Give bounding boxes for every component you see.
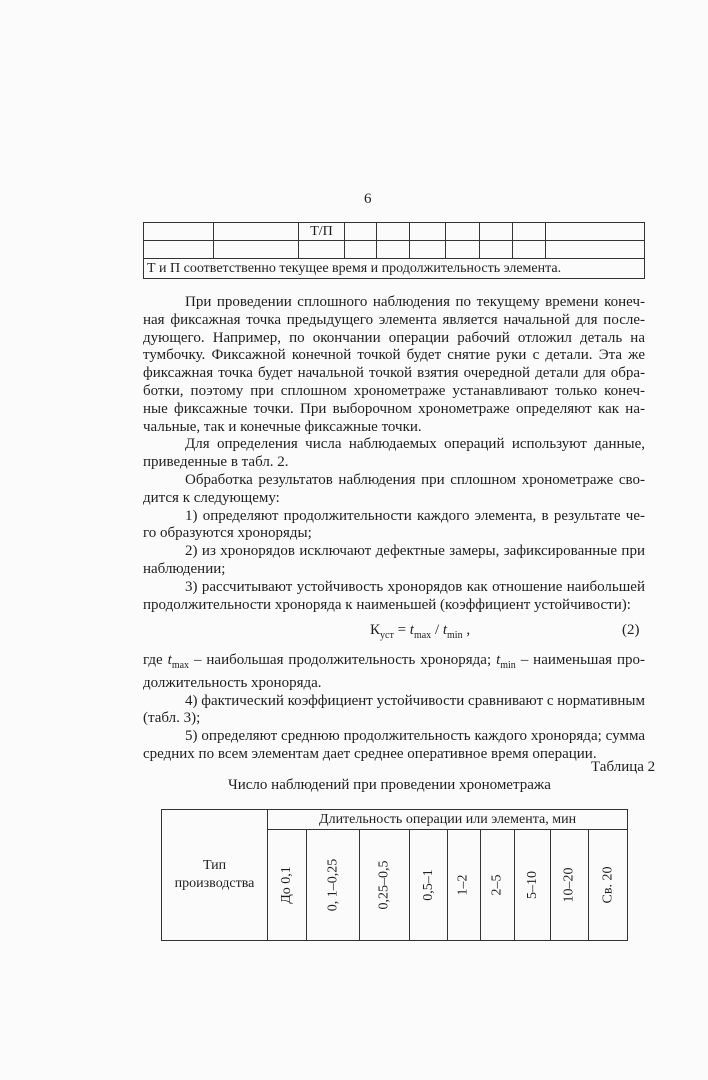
text-line: фиксажная точка будет начальной точкой взятия очередной детали для обра- [143,365,645,382]
column-label: 0,5–1 [420,869,436,901]
formula-slash: / [431,622,443,638]
column-header [306,830,360,941]
text-line: ная фиксажная точка предыдущего элемента является начальной для после- [143,311,645,328]
text-line: тумбочку. Фиксажной конечной точкой будет снятие руки с детали. Эта же [143,347,645,364]
formula-min: min [447,630,463,641]
column-label: 0, 1–0,25 [325,858,341,912]
text-line [143,652,645,675]
column-label: 2–5 [489,874,505,896]
sub-max: max [171,660,190,671]
paragraph [143,294,645,436]
paragraph [143,436,645,472]
text-line: При проведении сплошного наблюдения по текущему времени конеч- [185,294,645,310]
observations-table [161,809,628,941]
formula-max: max [413,630,432,641]
text-line: 2) из хронорядов исключают дефектные замеры, зафиксированные при [185,543,645,560]
body-text [143,294,645,614]
row-header-text: Тип производства [174,858,255,891]
column-header [551,830,589,941]
formula-k: К [370,622,381,638]
formula-t: t [442,622,448,638]
text-line: (табл. 3); [143,710,201,727]
column-label: 1–2 [455,874,471,896]
column-header [410,830,447,941]
formula-t: t [409,622,414,638]
text-line: должительность хроноряда. [143,674,322,691]
list-item [143,543,645,579]
table-caption: Таблица 2 [591,759,656,775]
where-label: где [143,652,168,668]
group-header: Длительность операции или элемента, мин [268,810,628,830]
text-line: ные фиксажные точки. При выборочном хронометраже определяют как на- [143,400,645,417]
where-text [143,652,645,764]
column-label: Св. 20 [600,866,616,904]
paragraph [143,472,645,508]
sub-min: min [500,660,516,671]
formula-comma: , [462,622,471,638]
formula-number: (2) [622,622,640,638]
table-note: Т и П соответственно текущее время и продолжительность элемента. [144,259,645,279]
text-line: дующего. Например, по окончании операции рабочий отложил деталь на [143,329,645,346]
where-text-a: – наибольшая продолжительность хроноряда; [189,652,497,668]
column-label: До 0,1 [279,866,295,904]
text-line: 3) рассчитывают устойчивость хронорядов как отношение наибольшей [185,578,645,595]
text-line: чальные, так и конечные фиксажные точки. [143,418,422,435]
text-line: продолжительности хроноряда к наименьшей (коэффициент устойчивости): [143,596,631,613]
formula-eq: = [393,622,410,638]
time-table [143,222,645,279]
text-line: дится к следующему: [143,489,280,506]
where-text-b: – наименьшая про- [515,652,645,668]
tp-header-cell: Т/П [299,223,345,241]
text-line: средних по всем элементам дает среднее оперативное время операции. [143,745,597,762]
column-label: 5–10 [524,871,540,899]
text-line: 5) определяют среднюю продолжительность каждого хроноряда; сумма [185,728,645,745]
text-line: 4) фактический коэффициент устойчивости сравнивают с нормативным [185,692,645,709]
page-number: 6 [364,191,372,207]
text-line: приведенные в табл. 2. [143,454,289,471]
column-label: 0,25–0,5 [376,860,392,910]
column-header [447,830,481,941]
column-header [515,830,551,941]
table-title: Число наблюдений при проведении хронометража [228,777,551,793]
column-header [589,830,628,941]
column-label: 10–20 [561,867,577,903]
formula-k-sub: уст [380,630,394,641]
list-item [143,728,645,764]
text-line: Для определения числа наблюдаемых операций используют данные, [185,436,645,453]
column-header [360,830,410,941]
list-item [143,579,645,615]
list-item [143,693,645,729]
var-t: t [167,652,172,668]
list-item [143,508,645,544]
text-line: наблюдении; [143,560,226,577]
text-line: 1) определяют продолжительности каждого элемента, в результате че- [185,507,645,524]
text-line: ботки, поэтому при сплошном хронометраже устанавливают только конеч- [143,382,645,399]
column-header [268,830,307,941]
formula [370,622,470,641]
var-t: t [496,652,501,668]
text-line: го образуются хроноряды; [143,525,312,542]
column-header [481,830,515,941]
text-line: Обработка результатов наблюдения при сплошном хронометраже сво- [185,471,645,488]
row-header [162,810,268,941]
